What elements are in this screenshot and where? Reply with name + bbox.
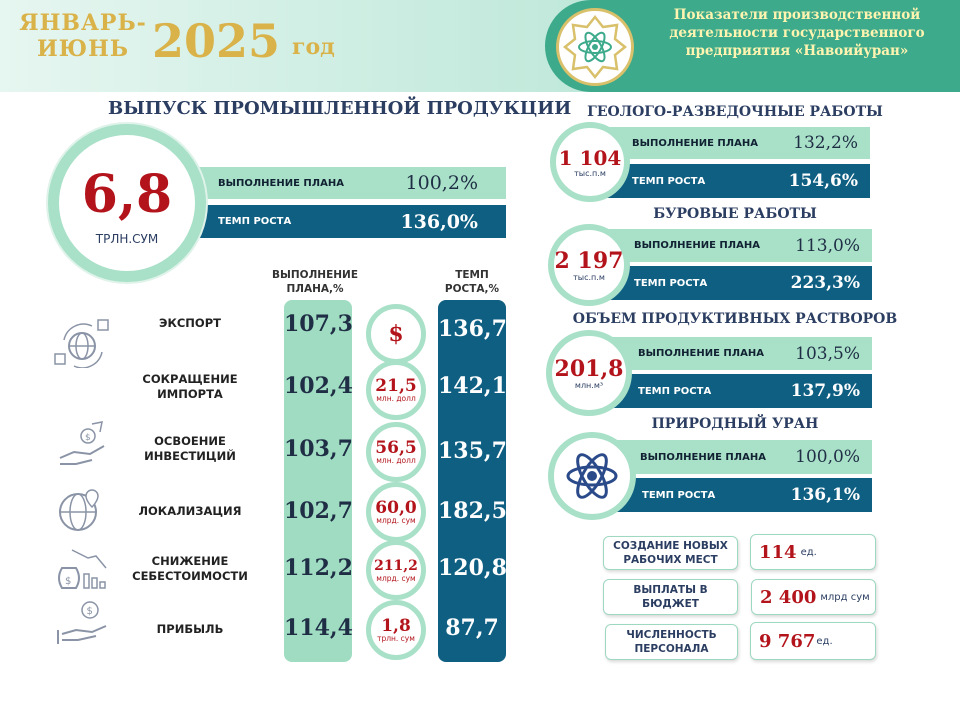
row-label-profit: ПРИБЫЛЬ	[156, 622, 224, 636]
dollar-icon: $	[388, 321, 404, 347]
drilling-circle	[548, 224, 630, 306]
industrial-circle	[48, 124, 206, 282]
growth-value-profit: 87,7	[445, 615, 499, 641]
uranium-growth-pill	[606, 478, 872, 512]
solutions-plan-pill	[604, 337, 872, 370]
drilling-plan-pill	[604, 229, 872, 262]
new-jobs-value: 114	[759, 541, 797, 563]
mini-circle-cost	[366, 540, 426, 600]
uranium-plan-label: ВЫПОЛНЕНИЕ ПЛАНА	[640, 451, 766, 463]
mini-unit-import: млн. долл	[376, 394, 416, 403]
row-label-localization: ЛОКАЛИЗАЦИЯ	[138, 504, 242, 518]
mini-circle-investments	[366, 422, 426, 482]
plan-column	[284, 300, 352, 662]
row-label-export: ЭКСПОРТ	[159, 316, 221, 330]
geology-title: ГЕОЛОГО-РАЗВЕДОЧНЫЕ РАБОТЫ	[587, 104, 883, 120]
plan-value-localization: 102,7	[284, 498, 353, 524]
growth-value-cost: 120,8	[438, 555, 507, 581]
investment-hand-icon	[52, 420, 112, 470]
mini-value-import: 21,5	[375, 376, 417, 396]
mini-unit-profit: трлн. сум	[377, 634, 415, 643]
mini-value-cost: 211,2	[374, 558, 418, 574]
staff-value: 9 767	[759, 630, 816, 652]
globe-pin-icon	[52, 486, 112, 536]
solutions-growth-value: 137,9%	[790, 381, 860, 401]
import-icon	[52, 362, 112, 412]
geology-unit: тыс.п.м	[574, 168, 606, 178]
new-jobs-label: СОЗДАНИЕ НОВЫХ РАБОЧИХ МЕСТ	[603, 536, 738, 570]
mini-value-profit: 1,8	[381, 616, 411, 636]
new-jobs-unit: ед.	[800, 546, 817, 558]
mini-circle-profit	[366, 600, 426, 660]
industrial-unit: ТРЛН.СУМ	[95, 232, 159, 246]
industrial-plan-value: 100,2%	[405, 172, 478, 194]
mini-unit-cost: млрд. сум	[376, 574, 416, 583]
geology-value: 1 104	[558, 145, 622, 170]
year-word: год	[292, 34, 335, 60]
geology-plan-pill	[602, 127, 870, 159]
svg-text:$: $	[85, 433, 91, 443]
mini-circle-export	[366, 304, 426, 364]
drilling-unit: тыс.п.м	[573, 272, 605, 282]
uranium-circle	[548, 432, 636, 520]
staff-value-box	[750, 622, 876, 660]
row-label-investments: ОСВОЕНИЕ ИНВЕСТИЦИЙ	[144, 434, 236, 463]
drilling-growth-pill	[604, 266, 872, 300]
geology-plan-label: ВЫПОЛНЕНИЕ ПЛАНА	[632, 137, 758, 149]
geology-growth-value: 154,6%	[788, 171, 858, 191]
profit-hand-icon	[52, 600, 112, 650]
drilling-plan-label: ВЫПОЛНЕНИЕ ПЛАНА	[634, 240, 760, 251]
industrial-plan-pill	[196, 167, 506, 199]
cost-down-icon	[52, 544, 112, 594]
solutions-circle	[546, 330, 632, 416]
plan-value-investments: 103,7	[284, 436, 353, 462]
staff-label: ЧИСЛЕННОСТЬ ПЕРСОНАЛА	[605, 624, 738, 660]
industrial-value: 6,8	[81, 164, 173, 225]
solutions-unit: млн.м³	[574, 380, 604, 390]
drilling-value: 2 197	[554, 247, 624, 274]
growth-value-investments: 135,7	[438, 438, 507, 464]
geology-growth-label: ТЕМП РОСТА	[632, 175, 706, 187]
company-logo	[556, 8, 634, 86]
budget-value-box	[751, 579, 876, 615]
geology-growth-pill	[602, 164, 870, 198]
solutions-plan-label: ВЫПОЛНЕНИЕ ПЛАНА	[638, 348, 764, 359]
plan-value-cost: 112,2	[284, 555, 353, 581]
period-label: ЯНВАРЬ-ИЮНЬ	[19, 10, 147, 62]
drilling-plan-value: 113,0%	[795, 235, 860, 256]
year-label: 2025	[152, 14, 281, 68]
plan-value-profit: 114,4	[284, 615, 353, 641]
row-label-import: СОКРАЩЕНИЕ ИМПОРТА	[142, 372, 238, 401]
growth-value-import: 142,1	[438, 373, 507, 399]
solutions-value: 201,8	[554, 355, 624, 382]
budget-value: 2 400	[760, 586, 817, 608]
growth-value-localization: 182,5	[438, 498, 507, 524]
uranium-title: ПРИРОДНЫЙ УРАН	[651, 416, 819, 432]
report-title: Показатели производственной деятельности государственного предприятия «Навоийуран»	[669, 7, 925, 59]
industrial-plan-label: ВЫПОЛНЕНИЕ ПЛАНА	[218, 177, 344, 189]
row-label-cost: СНИЖЕНИЕ СЕБЕСТОИМОСТИ	[132, 554, 248, 583]
industrial-title: ВЫПУСК ПРОМЫШЛЕННОЙ ПРОДУКЦИИ	[108, 98, 572, 119]
growth-value-export: 136,7	[438, 316, 507, 342]
plan-value-import: 102,4	[284, 373, 353, 399]
budget-unit: млрд сум	[820, 591, 870, 603]
growth-column-header: ТЕМП РОСТА,%	[444, 269, 500, 295]
budget-label: ВЫПЛАТЫ В БЮДЖЕТ	[603, 579, 738, 615]
svg-text:$: $	[65, 576, 72, 587]
mini-unit-localization: млрд. сум	[376, 516, 416, 525]
geology-plan-value: 132,2%	[793, 133, 858, 153]
mini-circle-localization	[366, 482, 426, 542]
mini-value-localization: 60,0	[375, 498, 417, 518]
uranium-growth-value: 136,1%	[790, 485, 860, 505]
globe-export-icon	[52, 318, 112, 368]
solutions-growth-pill	[604, 374, 872, 408]
solutions-plan-value: 103,5%	[795, 343, 860, 364]
drilling-growth-label: ТЕМП РОСТА	[634, 277, 708, 289]
mini-unit-investments: млн. долл	[376, 456, 416, 465]
industrial-growth-value: 136,0%	[400, 210, 478, 233]
drilling-title: БУРОВЫЕ РАБОТЫ	[653, 206, 817, 222]
industrial-growth-pill	[196, 205, 506, 238]
new-jobs-value-box	[750, 534, 876, 570]
staff-unit: ед.	[816, 635, 833, 647]
growth-column	[438, 300, 506, 662]
drilling-growth-value: 223,3%	[790, 273, 860, 293]
industrial-growth-label: ТЕМП РОСТА	[218, 216, 292, 227]
atom-icon	[562, 446, 622, 506]
plan-value-export: 107,3	[284, 311, 353, 337]
solutions-growth-label: ТЕМП РОСТА	[638, 385, 712, 397]
geology-circle	[550, 122, 630, 202]
mini-value-investments: 56,5	[375, 438, 417, 458]
plan-column-header: ВЫПОЛНЕНИЕ ПЛАНА,%	[271, 269, 359, 295]
svg-text:$: $	[86, 606, 93, 617]
uranium-growth-label: ТЕМП РОСТА	[642, 489, 716, 501]
mini-circle-import	[366, 360, 426, 420]
solutions-title: ОБЪЕМ ПРОДУКТИВНЫХ РАСТВОРОВ	[572, 311, 898, 327]
atom-logo-icon	[559, 11, 631, 83]
uranium-plan-value: 100,0%	[795, 447, 860, 467]
uranium-plan-pill	[606, 440, 872, 474]
